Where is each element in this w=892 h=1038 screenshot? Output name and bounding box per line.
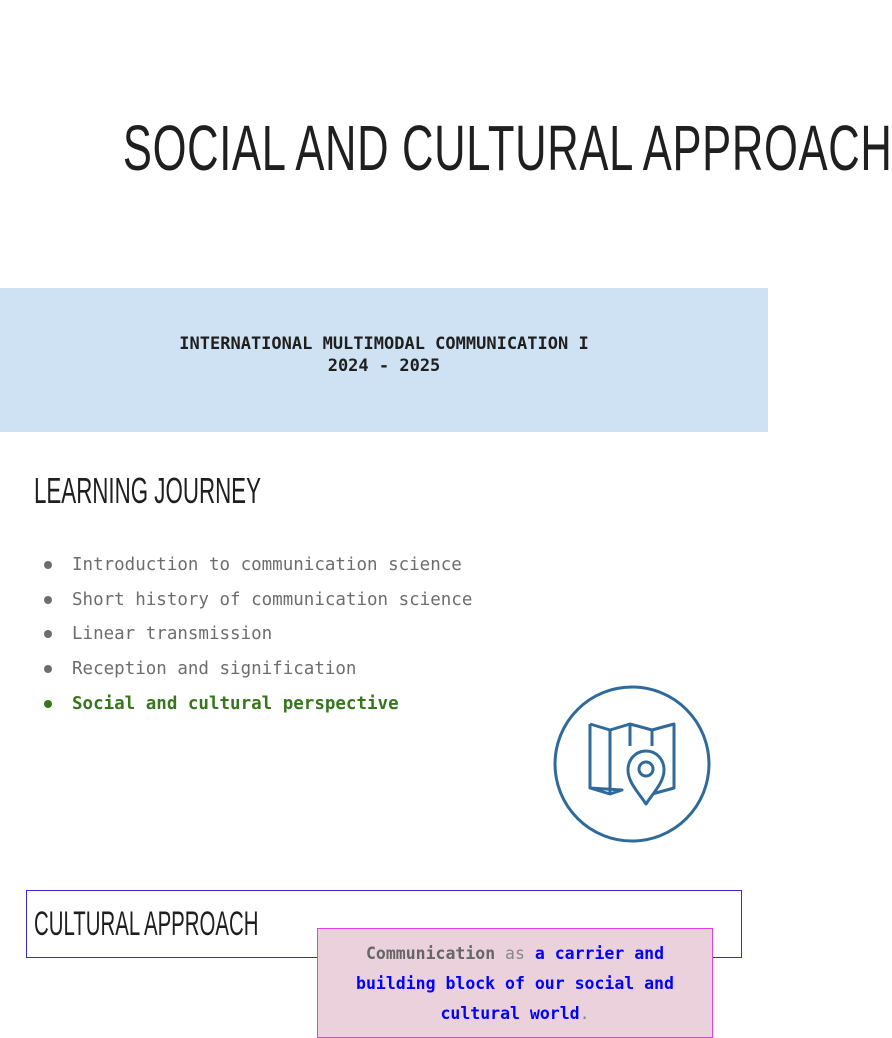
list-item-label: Reception and signification [72, 659, 357, 680]
list-item [44, 617, 472, 652]
learning-journey-heading: LEARNING JOURNEY [34, 470, 261, 511]
course-name: INTERNATIONAL MULTIMODAL COMMUNICATION I [179, 334, 589, 354]
list-item-label: Social and cultural perspective [72, 693, 399, 714]
course-year: 2024 - 2025 [327, 356, 441, 376]
bullet-icon [44, 561, 52, 569]
list-item-label: Introduction to communication science [72, 555, 462, 576]
list-item [44, 652, 472, 687]
callout-connector: as [495, 944, 535, 963]
bullet-icon [44, 630, 52, 638]
course-info [0, 333, 768, 377]
learning-journey-list [44, 548, 472, 721]
definition-callout [317, 928, 713, 1038]
callout-term: Communication [365, 944, 496, 963]
bullet-icon [44, 596, 52, 604]
title-slide [0, 0, 892, 288]
list-item-active [44, 686, 472, 721]
bullet-icon [44, 665, 52, 673]
list-item [44, 548, 472, 583]
list-item-label: Short history of communication science [72, 589, 473, 610]
list-item [44, 583, 472, 618]
map-location-icon [552, 684, 712, 844]
bullet-icon [44, 700, 52, 708]
list-item-label: Linear transmission [72, 624, 273, 645]
page-title: SOCIAL AND CULTURAL APPROACH [122, 112, 892, 184]
cultural-approach-heading: CULTURAL APPROACH [34, 905, 259, 943]
callout-period: . [579, 1004, 590, 1023]
callout-definition: a carrier and building block of our social and cultural world [356, 944, 674, 1023]
